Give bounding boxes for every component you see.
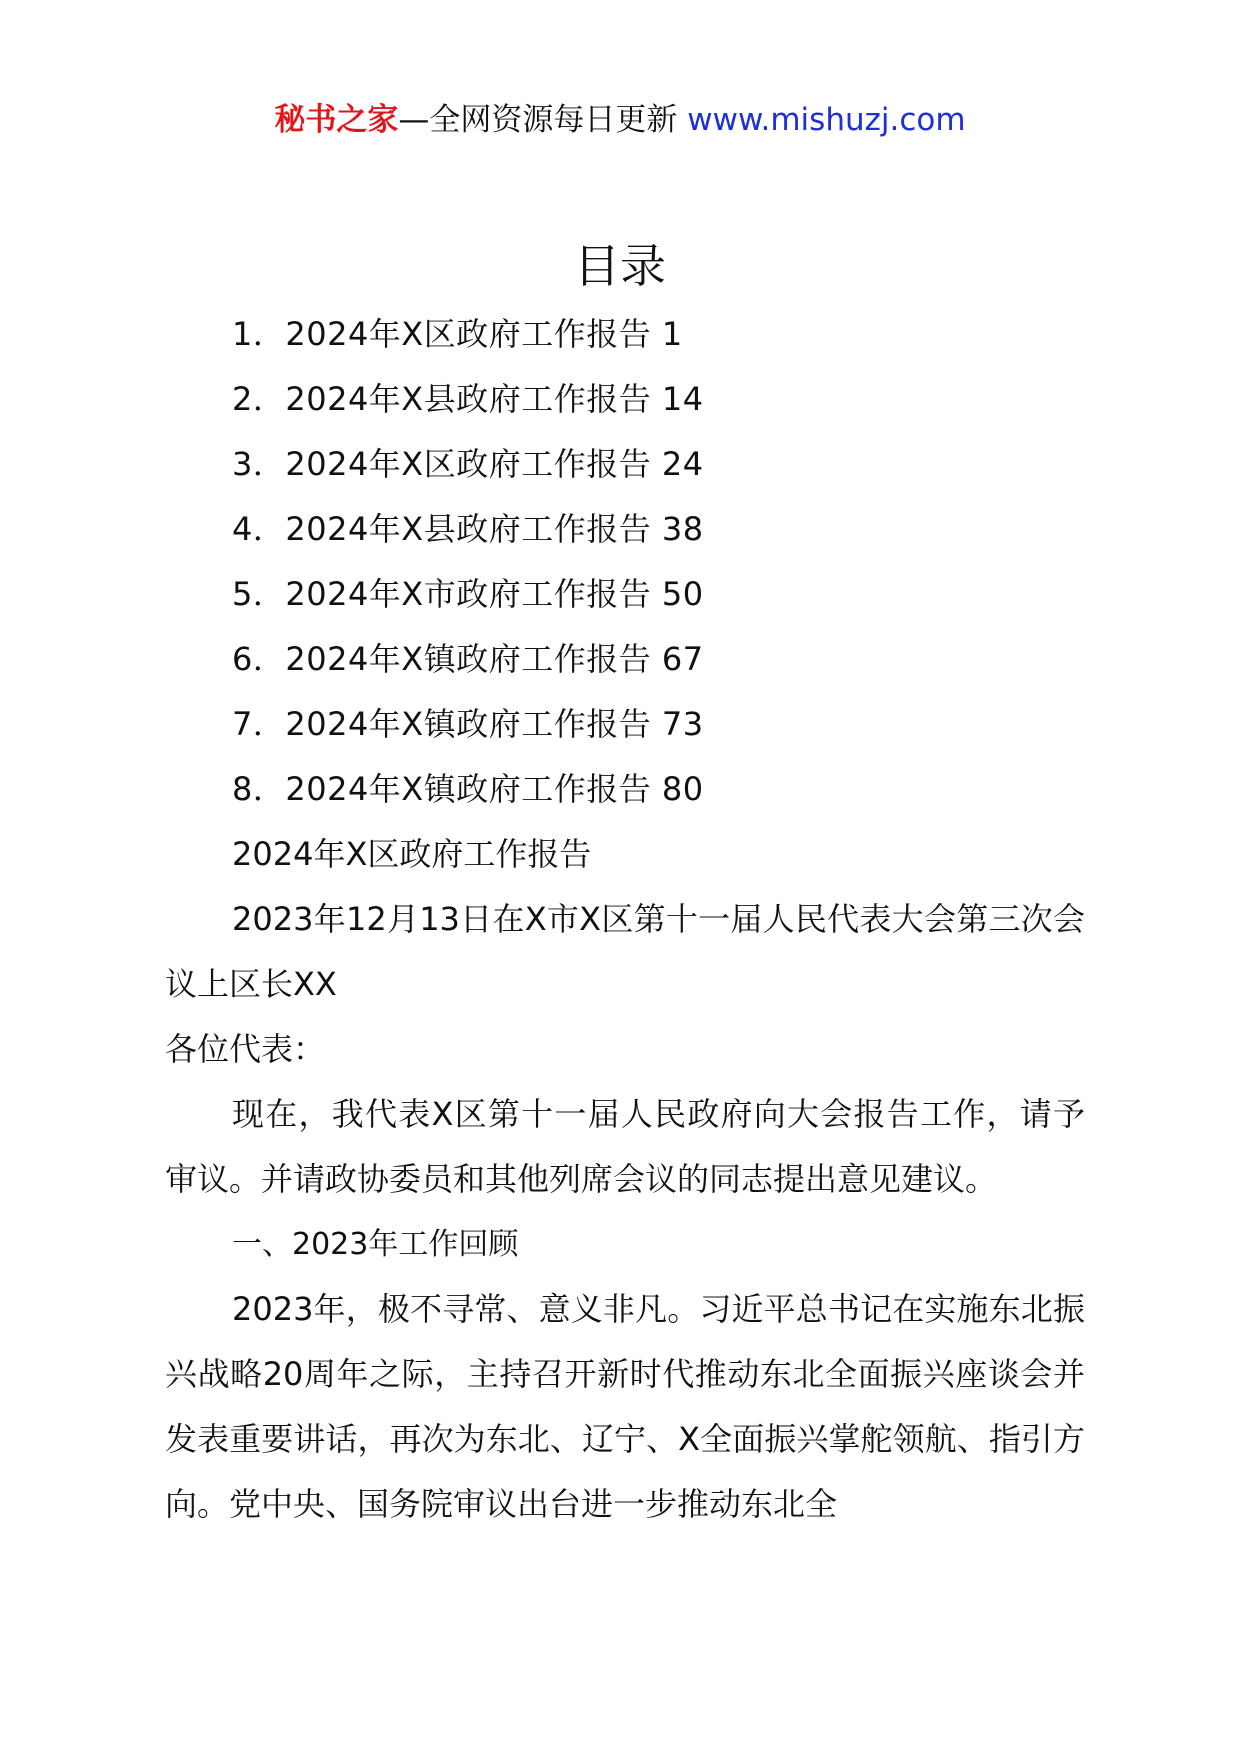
site-url-link[interactable]: www.mishuzj.com	[687, 102, 966, 138]
toc-entry-1[interactable]: 1．2024年X区政府工作报告 1	[232, 315, 683, 353]
body-paragraph: 2023年，极不寻常、意义非凡。习近平总书记在实施东北振兴战略20周年之际，主持召开新时代推动东北全面振兴座谈会并发表重要讲话，再次为东北、辽宁、X全面振兴掌舵领航、指引方向。党中央、国务院审议出台进一步推动东北全	[165, 1290, 1085, 1523]
site-header	[0, 100, 1240, 140]
toc-entry-3[interactable]: 3．2024年X区政府工作报告 24	[232, 445, 704, 483]
report-title: 2024年X区政府工作报告	[232, 835, 592, 873]
toc-entry-2[interactable]: 2．2024年X县政府工作报告 14	[232, 380, 704, 418]
toc-entry-7[interactable]: 7．2024年X镇政府工作报告 73	[232, 705, 704, 743]
site-brand: 秘书之家	[274, 102, 399, 138]
report-subtitle: 2023年12月13日在X市X区第十一届人民代表大会第三次会议上区长XX	[165, 900, 1085, 1003]
table-of-contents	[232, 302, 704, 822]
salutation: 各位代表：	[165, 1030, 326, 1068]
page-title: 目录	[574, 239, 666, 293]
document-body	[165, 822, 1085, 1537]
toc-entry-8[interactable]: 8．2024年X镇政府工作报告 80	[232, 770, 704, 808]
toc-entry-4[interactable]: 4．2024年X县政府工作报告 38	[232, 510, 704, 548]
section-heading: 一、2023年工作回顾	[232, 1227, 519, 1262]
toc-entry-6[interactable]: 6．2024年X镇政府工作报告 67	[232, 640, 704, 678]
site-tagline: —全网资源每日更新	[398, 102, 688, 138]
intro-paragraph: 现在，我代表X区第十一届人民政府向大会报告工作，请予审议。并请政协委员和其他列席会议的同志提出意见建议。	[165, 1095, 1085, 1198]
toc-entry-5[interactable]: 5．2024年X市政府工作报告 50	[232, 575, 704, 613]
